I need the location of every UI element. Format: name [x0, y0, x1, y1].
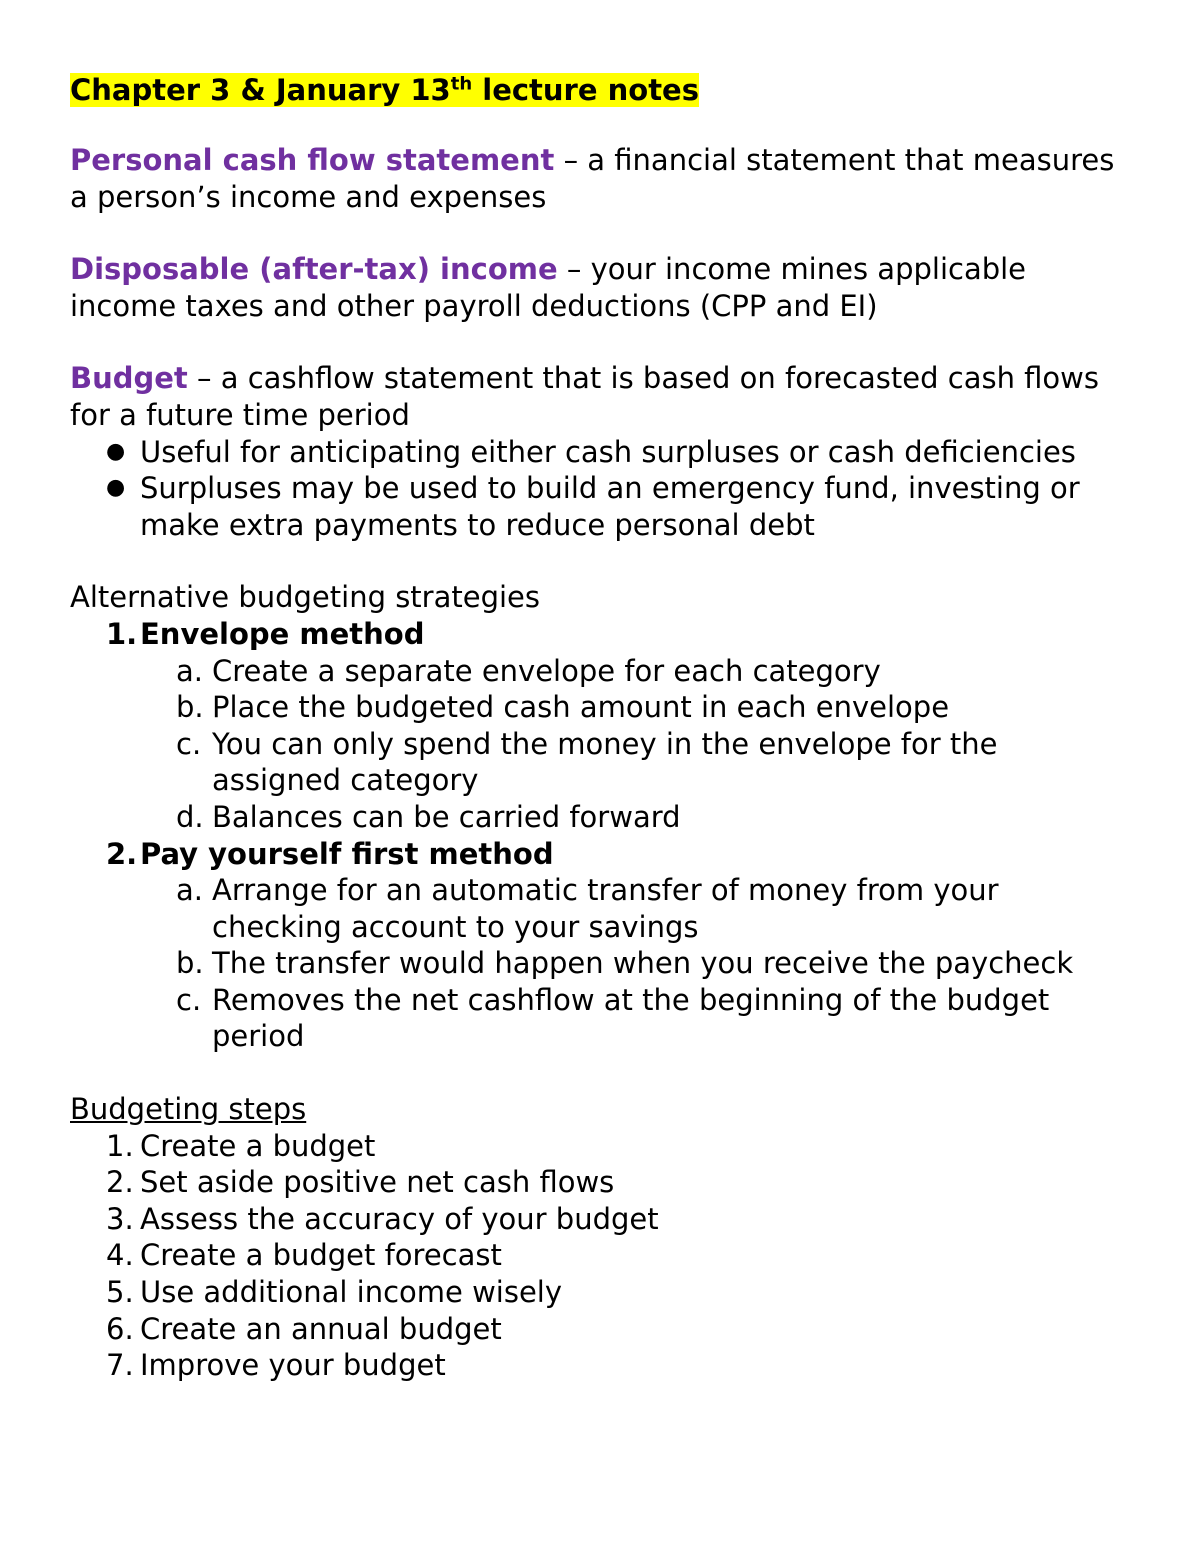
bullet-icon: ●	[106, 475, 126, 501]
step-number: 5.	[106, 1275, 134, 1310]
list-item	[140, 799, 1130, 836]
title-highlight	[70, 73, 699, 107]
definition-disposable-income	[70, 251, 1130, 324]
list-item	[70, 1274, 1130, 1311]
bullet-text: Surpluses may be used to build an emergency fund, investing or make extra payments to reduce personal debt	[140, 471, 1080, 542]
step-text: Create an annual budget	[140, 1311, 502, 1346]
steps-heading: Budgeting steps	[70, 1092, 307, 1127]
method-name: Envelope method	[140, 616, 425, 651]
bullet-text: Useful for anticipating either cash surpluses or cash deficiencies	[140, 434, 1076, 469]
list-item	[70, 1347, 1130, 1384]
item-letter: b.	[176, 690, 204, 725]
title-rest: lecture notes	[472, 73, 699, 107]
page-title	[70, 70, 1130, 110]
item-letter: c.	[176, 726, 202, 761]
list-item	[140, 872, 1130, 945]
list-item	[140, 726, 1130, 799]
list-item	[140, 982, 1130, 1055]
bullet-icon: ●	[106, 438, 126, 464]
step-number: 7.	[106, 1348, 134, 1383]
step-number: 6.	[106, 1311, 134, 1346]
item-letter: b.	[176, 946, 204, 981]
list-item	[140, 653, 1130, 690]
list-item	[70, 1164, 1130, 1201]
definition-separator: –	[554, 143, 588, 177]
item-letter: a.	[176, 873, 203, 908]
step-text: Set aside positive net cash flows	[140, 1165, 615, 1200]
step-text: Use additional income wisely	[140, 1275, 563, 1310]
definition-term: Personal cash flow statement	[70, 143, 555, 177]
item-letter: c.	[176, 982, 202, 1017]
item-text: The transfer would happen when you receive the paycheck	[212, 946, 1074, 981]
method-pay-yourself-first	[70, 836, 1130, 1056]
definition-text: a cashflow statement that is based on forecasted cash flows for a future time period	[70, 361, 1100, 432]
definition-budget	[70, 360, 1130, 433]
item-text: Arrange for an automatic transfer of money from your checking account to your savings	[212, 873, 999, 944]
definition-separator: –	[187, 361, 221, 396]
item-text: Balances can be carried forward	[212, 799, 681, 834]
list-item	[70, 434, 1130, 471]
definition-term: Disposable (after-tax) income	[70, 252, 558, 287]
item-text: You can only spend the money in the envelope for the assigned category	[212, 726, 998, 798]
definition-text: a financial statement that measures a person’s income and expenses	[70, 143, 1115, 214]
method-sub-list	[140, 653, 1130, 836]
item-letter: d.	[176, 799, 204, 834]
step-text: Create a budget forecast	[140, 1238, 502, 1273]
method-name: Pay yourself first method	[140, 836, 554, 871]
list-item	[70, 1237, 1130, 1274]
method-number: 1.	[106, 616, 138, 651]
step-text: Assess the accuracy of your budget	[140, 1201, 659, 1236]
budget-bullet-list	[70, 434, 1130, 544]
definition-term: Budget	[70, 361, 188, 396]
item-text: Place the budgeted cash amount in each envelope	[212, 690, 950, 725]
item-letter: a.	[176, 653, 203, 688]
methods-list	[70, 616, 1130, 1055]
list-item	[140, 689, 1130, 726]
title-main: Chapter 3 & January 13	[70, 73, 451, 107]
item-text: Create a separate envelope for each category	[212, 653, 881, 688]
step-number: 2.	[106, 1165, 134, 1200]
list-item	[70, 470, 1130, 543]
method-sub-list	[140, 872, 1130, 1055]
list-item	[140, 945, 1130, 982]
definition-separator: –	[557, 252, 591, 287]
definition-personal-cash-flow	[70, 142, 1130, 215]
step-text: Improve your budget	[140, 1348, 446, 1383]
list-item	[70, 1201, 1130, 1238]
step-number: 3.	[106, 1201, 134, 1236]
definition-text: your income mines applicable income taxes and other payroll deductions (CPP and EI)	[70, 252, 1027, 323]
method-number: 2.	[106, 836, 138, 871]
document-page	[70, 70, 1130, 1384]
list-item	[70, 1128, 1130, 1165]
alternative-heading: Alternative budgeting strategies	[70, 580, 541, 615]
list-item	[70, 1311, 1130, 1348]
step-number: 1.	[106, 1128, 134, 1163]
step-number: 4.	[106, 1238, 134, 1273]
steps-list	[70, 1128, 1130, 1384]
item-text: Removes the net cashflow at the beginning of the budget period	[212, 982, 1050, 1054]
method-envelope	[70, 616, 1130, 836]
title-superscript: th	[450, 73, 473, 95]
step-text: Create a budget	[140, 1128, 376, 1163]
